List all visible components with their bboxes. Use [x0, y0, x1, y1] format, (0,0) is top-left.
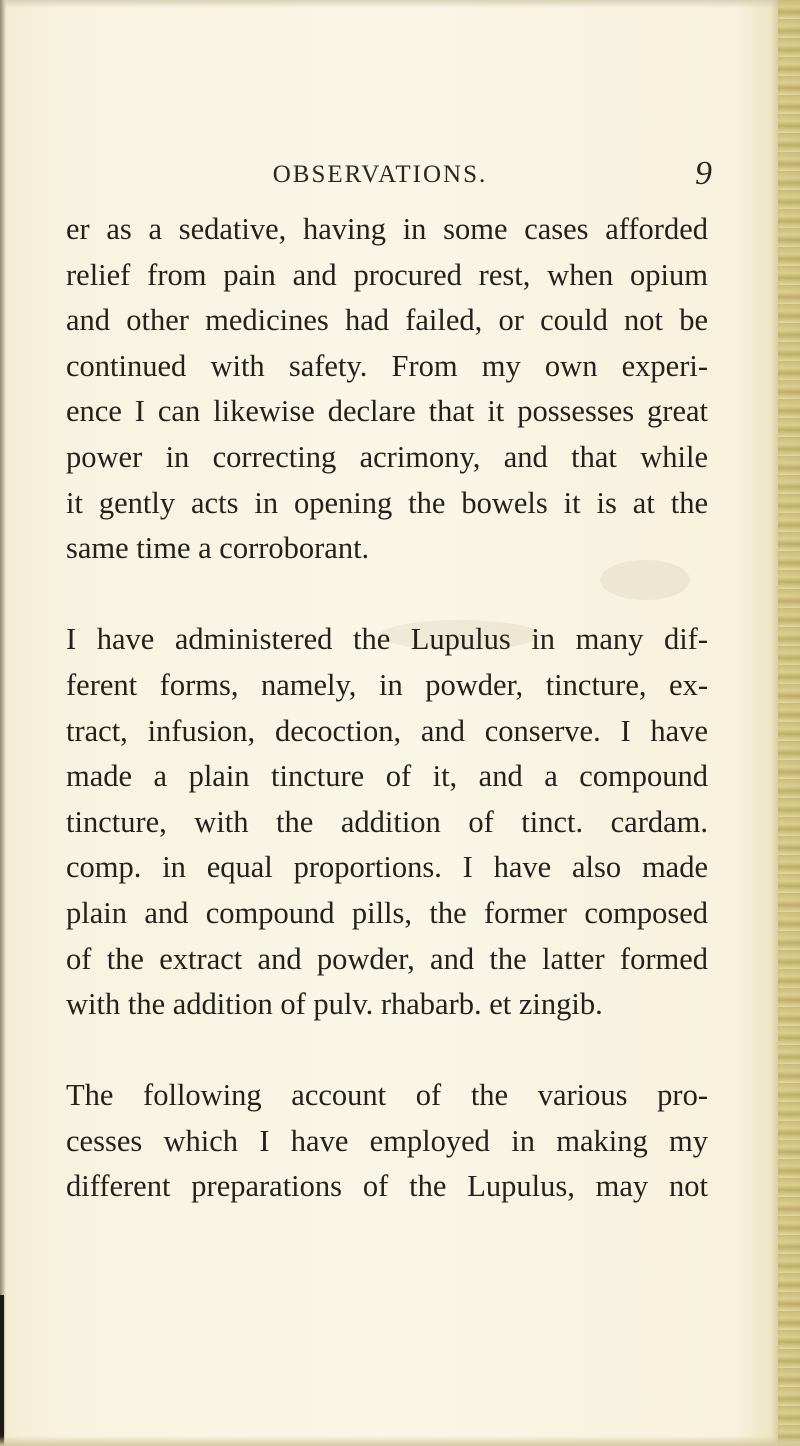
text-line: of the extract and powder, and the latter formed: [66, 941, 708, 976]
page-number: 9: [695, 155, 712, 192]
text-line: power in correcting acrimony, and that while: [66, 439, 708, 474]
fore-edge-stain: [778, 0, 800, 1446]
text-line: relief from pain and procured rest, when opium: [66, 257, 708, 292]
text-line: same time a corroborant.: [66, 531, 370, 566]
text-line: it gently acts in opening the bowels it is at the: [66, 485, 708, 520]
page-bottom-edge: [0, 1436, 800, 1446]
paragraph-2: [66, 617, 708, 1027]
body-text: [66, 207, 708, 1210]
text-line: and other medicines had failed, or could not be: [66, 303, 708, 338]
text-line: tincture, with the addition of tinct. cardam.: [66, 804, 708, 839]
text-line: The following account of the various pro-: [66, 1078, 708, 1113]
text-line: with the addition of pulv. rhabarb. et zingib.: [66, 987, 603, 1022]
text-line: tract, infusion, decoction, and conserve. I have: [66, 713, 708, 748]
text-line: er as a sedative, having in some cases afforded: [66, 212, 708, 246]
running-head: [0, 155, 800, 195]
running-head-title: OBSERVATIONS.: [272, 161, 488, 188]
text-line: different preparations of the Lupulus, may not: [66, 1169, 708, 1204]
text-line: made a plain tincture of it, and a compound: [66, 759, 708, 794]
paragraph-3: [66, 1073, 708, 1210]
text-line: continued with safety. From my own experi-: [66, 348, 708, 383]
text-line: cesses which I have employed in making my: [66, 1123, 708, 1158]
page-gutter-shadow: [0, 0, 6, 1446]
page-top-edge: [0, 0, 800, 8]
text-line: comp. in equal proportions. I have also made: [66, 850, 708, 885]
text-line: I have administered the Lupulus in many dif-: [66, 622, 708, 657]
text-line: ence I can likewise declare that it possesses great: [66, 394, 708, 429]
binding-edge: [0, 1295, 4, 1446]
paragraph-1: [66, 207, 708, 572]
text-line: ferent forms, namely, in powder, tincture, ex-: [66, 667, 708, 702]
text-line: plain and compound pills, the former composed: [66, 895, 708, 930]
